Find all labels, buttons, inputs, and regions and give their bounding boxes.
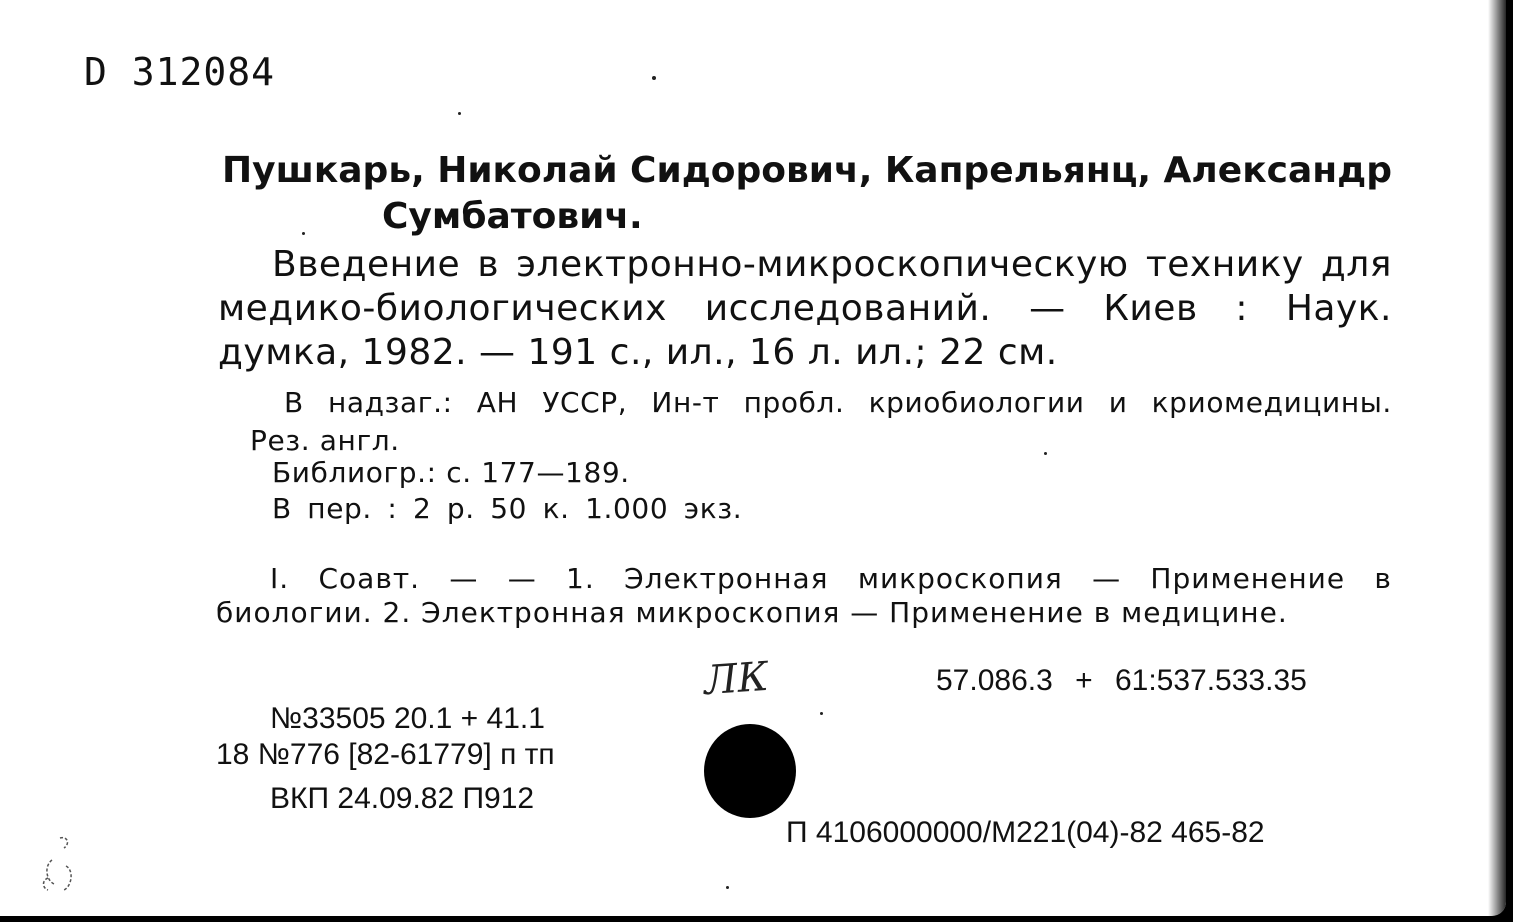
subject-word: Электронная	[624, 562, 829, 595]
author-word: Пушкарь,	[222, 150, 425, 191]
speck-mark	[726, 886, 729, 889]
subject-line-1	[270, 562, 1392, 595]
subject-word: —	[507, 562, 537, 595]
subject-word: —	[449, 562, 479, 595]
speck-mark	[652, 76, 656, 80]
udc-index: 57.086.3 + 61:537.533.35	[936, 664, 1307, 697]
subject-word: микроскопия	[857, 562, 1063, 595]
call-number: D 312084	[84, 50, 276, 94]
author-word: Александр	[1163, 150, 1392, 191]
note-line-4: В пер. : 2 р. 50 к. 1.000 экз.	[272, 492, 743, 525]
subject-word: Соавт.	[318, 562, 421, 595]
author-word: Сидорович,	[630, 150, 873, 191]
registry-line-2: 18 №776 [82-61779] п тп	[216, 738, 555, 771]
speck-mark	[302, 232, 305, 235]
author-word: Николай	[437, 150, 618, 191]
note-word: надзаг.:	[327, 386, 453, 419]
speck-mark	[820, 712, 823, 715]
author-word: Капрельянц,	[884, 150, 1152, 191]
registry-line-3: ВКП 24.09.82 П912	[270, 782, 535, 815]
title-word: —	[1029, 288, 1066, 329]
handwritten-mark: ЛК	[702, 653, 770, 705]
title-word: технику	[1145, 244, 1304, 285]
title-word: электронно-микроскопическую	[516, 244, 1129, 285]
note-line-2: Рез. англ.	[250, 424, 400, 457]
subject-word: 1.	[566, 562, 595, 595]
note-word: Ин-т	[651, 386, 720, 419]
note-word: и	[1108, 386, 1128, 419]
scan-edge-shadow	[1488, 0, 1506, 916]
registry-line-1: №33505 20.1 + 41.1	[270, 702, 545, 735]
note-line-3: Библиогр.: с. 177—189.	[272, 456, 630, 489]
title-line-3: думка, 1982. — 191 с., ил., 16 л. ил.; 22 см.	[218, 332, 1058, 373]
subject-line-2: биологии. 2. Электронная микроскопия — Применение в медицине.	[216, 596, 1288, 629]
publisher-code: П 4106000000/М221(04)-82 465-82	[786, 816, 1265, 849]
subject-word: Применение	[1150, 562, 1346, 595]
author-line-2: Сумбатович.	[382, 196, 643, 237]
title-line-2	[218, 288, 1392, 329]
speck-mark	[1044, 452, 1047, 455]
note-word: криобиологии	[868, 386, 1085, 419]
title-line-1	[272, 244, 1392, 285]
title-word: :	[1235, 288, 1249, 329]
note-line-1	[284, 386, 1392, 419]
title-word: медико-биологических	[218, 288, 667, 329]
speck-mark	[458, 112, 461, 115]
author-line-1	[222, 150, 1392, 191]
note-word: В	[284, 386, 304, 419]
note-word: УССР,	[542, 386, 628, 419]
title-word: исследований.	[704, 288, 992, 329]
note-word: пробл.	[743, 386, 845, 419]
title-word: Киев	[1103, 288, 1198, 329]
title-word: в	[477, 244, 500, 285]
subject-word: в	[1374, 562, 1392, 595]
title-word: Введение	[272, 244, 461, 285]
corner-scribble-icon	[30, 830, 90, 900]
note-word: криомедицины.	[1151, 386, 1392, 419]
note-word: АН	[476, 386, 519, 419]
subject-word: —	[1092, 562, 1122, 595]
subject-word: I.	[270, 562, 290, 595]
punch-hole	[704, 724, 796, 818]
title-word: для	[1320, 244, 1392, 285]
title-word: Наук.	[1285, 288, 1392, 329]
